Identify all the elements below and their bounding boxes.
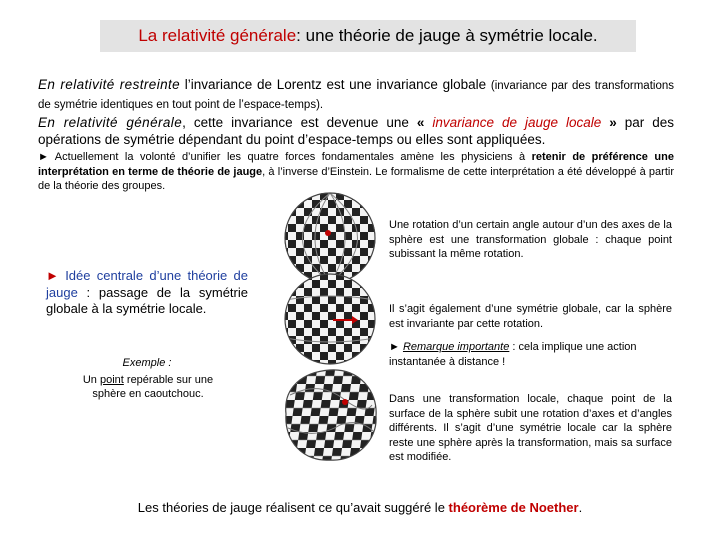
- para1-small: (invariance par des transformations de symétrie identiques en tout point de l’espace-temps).: [38, 80, 674, 111]
- text-global-symmetry: Il s’agit également d’une symétrie globale, car la sphère est invariante par cette rotation.: [389, 303, 672, 330]
- central-idea: [46, 268, 248, 318]
- example-pre: Un: [82, 374, 100, 386]
- conclusion-post: .: [578, 500, 583, 515]
- para2-open-quote: «: [408, 115, 433, 130]
- para3-bold: retenir de préférence une interprétation en terme de théorie de jauge: [38, 151, 674, 178]
- idea-arrow: ►: [46, 268, 66, 283]
- remark-arrow: ►: [389, 341, 403, 353]
- example-post: repérable sur une sphère en caoutchouc.: [92, 374, 214, 400]
- para1-lead: En relativité restreinte: [38, 77, 181, 92]
- text-local-transformation: Dans une transformation locale, chaque point de la surface de la sphère subit une rotation d’axes et d’angles différents. Il s’agit d’une symétrie locale car la sphère reste une sphère après la transformation, mais sa surface est modifiée.: [389, 393, 672, 463]
- example-point: point: [99, 374, 124, 386]
- para2-mid: , cette invariance est devenue une: [182, 115, 409, 130]
- remark-label: Remarque importante: [402, 341, 510, 353]
- para3-tail: , à l’inverse d’Einstein. Le formalisme de cette interprétation a été développé à partir de la théorie des groupes.: [38, 165, 674, 192]
- para2-tail: par des opérations de symétrie dépendant du point d’espace-temps ou elles sont appliquées.: [38, 115, 675, 147]
- title-main: La relativité générale: [138, 26, 297, 45]
- para2-highlight: invariance de jauge locale: [432, 115, 602, 130]
- noether-link: théorème de Noether: [448, 500, 579, 515]
- globe-checker-icon: [285, 193, 375, 283]
- remark-rest: : cela implique une action instantanée à distance !: [389, 341, 637, 368]
- text-important-remark: [389, 340, 672, 369]
- para2-close-quote: »: [601, 115, 617, 130]
- globe-checker-icon: [280, 365, 380, 465]
- para1-body: l’invariance de Lorentz est une invariance globale: [180, 77, 491, 92]
- idea-rest: : passage de la symétrie globale à la symétrie locale.: [46, 284, 248, 316]
- conclusion: [0, 500, 720, 515]
- title-rest: : une théorie de jauge à symétrie locale.: [296, 26, 598, 45]
- globe-checker-icon: [280, 270, 380, 370]
- idea-lead: Idée centrale d’une théorie de jauge: [46, 268, 249, 300]
- para3-body: Actuellement la volonté d’unifier les quatre forces fondamentales amène les physiciens à: [54, 151, 532, 163]
- para2-lead: En relativité générale: [38, 115, 183, 130]
- conclusion-pre: Les théories de jauge réalisent ce qu’avait suggéré le: [137, 500, 449, 515]
- example-label: Exemple :: [122, 357, 172, 369]
- para3-arrow: ►: [38, 151, 55, 163]
- text-global-rotation: Une rotation d’un certain angle autour d’un des axes de la sphère est une transformation globale : chaque point subissant la même rotation.: [389, 219, 672, 260]
- example-text: [72, 373, 224, 401]
